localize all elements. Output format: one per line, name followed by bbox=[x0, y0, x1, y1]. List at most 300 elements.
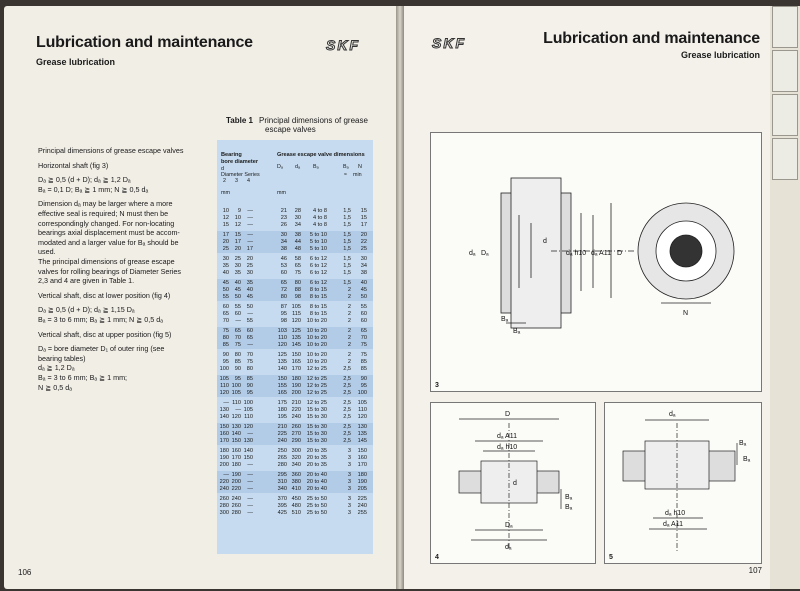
table-cell: 10 to 20 bbox=[306, 328, 327, 334]
table-cell: 190 bbox=[219, 454, 229, 461]
table-cell: 280 bbox=[219, 502, 229, 509]
table-cell: 80 bbox=[246, 365, 253, 372]
table-cell: 310 bbox=[277, 478, 287, 485]
table-cell: 2 bbox=[347, 304, 351, 310]
figure-3-drawing bbox=[431, 133, 761, 391]
table-cell: 100 bbox=[231, 382, 241, 389]
fig5-label-daA11: dₐ A11 bbox=[663, 521, 683, 528]
table-cell: 120 bbox=[243, 424, 253, 430]
table-cell: 135 bbox=[277, 358, 287, 365]
fig4-label-D: D bbox=[505, 411, 511, 418]
table-cell: 8 to 15 bbox=[309, 310, 327, 317]
table-cell: 95 bbox=[360, 382, 367, 389]
fig3-label-N: N bbox=[683, 310, 689, 317]
table-cell: 340 bbox=[291, 461, 301, 468]
page-number-right: 107 bbox=[748, 566, 762, 575]
table-cell: 65 bbox=[294, 262, 301, 269]
table-cell: 40 bbox=[246, 286, 253, 293]
table-cell: 150 bbox=[291, 352, 301, 358]
table-cell: 12 to 25 bbox=[306, 376, 327, 382]
table-cell: 135 bbox=[291, 334, 301, 341]
col-header-series-numbers: 2 3 4 bbox=[223, 178, 250, 184]
table-cell: 10 to 20 bbox=[306, 334, 327, 341]
table-cell: 160 bbox=[231, 448, 241, 454]
table-cell: 50 bbox=[246, 304, 253, 310]
table-cell: 140 bbox=[231, 430, 241, 437]
table-cell: 40 bbox=[222, 269, 229, 276]
table-cell: 95 bbox=[234, 376, 241, 382]
table-cell: 60 bbox=[360, 310, 367, 317]
fig4-label-db: dₐ bbox=[505, 544, 512, 551]
table-cell: 290 bbox=[291, 437, 301, 444]
table-cell: 85 bbox=[234, 358, 241, 365]
table-cell: 120 bbox=[357, 413, 367, 420]
table-cell: 12 to 25 bbox=[306, 400, 327, 406]
table-cell: 480 bbox=[291, 502, 301, 509]
table-cell: 295 bbox=[277, 472, 287, 478]
table-cell: 3 bbox=[347, 461, 351, 468]
fig5-label-Bb: Bₐ bbox=[739, 440, 747, 447]
table-caption-label: Table 1 bbox=[226, 116, 253, 125]
fig5-label-Ba: Bₐ bbox=[743, 456, 751, 463]
col-header-bearing: Bearing bbox=[221, 152, 242, 158]
body-text-line: The principal dimensions of grease escape bbox=[38, 257, 175, 266]
index-tabs bbox=[770, 6, 800, 589]
table-cell: 98 bbox=[294, 293, 301, 300]
table-cell: — bbox=[223, 472, 229, 478]
table-cell: 280 bbox=[277, 461, 287, 468]
table-cell: 3 bbox=[347, 454, 351, 461]
table-cell: 75 bbox=[360, 352, 367, 358]
table-cell: 80 bbox=[280, 293, 287, 300]
fig3-label-dah10: dₐ h10 bbox=[566, 250, 587, 257]
table-cell: 85 bbox=[360, 358, 367, 365]
table-cell: 15 to 30 bbox=[306, 437, 327, 444]
table-cell: 450 bbox=[291, 496, 301, 502]
body-text-line: dₐ ≧ 1,2 Dₐ bbox=[38, 363, 75, 373]
table-cell: 90 bbox=[246, 382, 253, 389]
table-cell: 1,5 bbox=[343, 245, 351, 252]
body-text-line: bearing tables) bbox=[38, 353, 86, 363]
table-cell: 80 bbox=[222, 334, 229, 341]
table-cell: — bbox=[247, 485, 253, 492]
table-cell: 425 bbox=[277, 509, 287, 516]
fig3-label-d: d bbox=[543, 238, 547, 245]
table-cell: 100 bbox=[219, 365, 229, 372]
table-cell: 255 bbox=[357, 509, 367, 516]
table-cell: 44 bbox=[294, 238, 301, 245]
body-text-line: Dₐ = bore diameter D₁ of outer ring (see bbox=[38, 344, 165, 354]
table-cell: 95 bbox=[246, 389, 253, 396]
table-cell: 110 bbox=[220, 382, 229, 389]
table-cell: 38 bbox=[360, 269, 367, 276]
table-caption-line-1: Principal dimensions of grease bbox=[258, 116, 368, 125]
body-text-line: modated and a larger value for Bₐ should be bbox=[38, 237, 179, 247]
table-cell: 12 to 25 bbox=[306, 389, 327, 396]
table-cell: 130 bbox=[357, 424, 367, 430]
table-cell: 60 bbox=[222, 304, 229, 310]
table-cell: 3 bbox=[347, 485, 351, 492]
table-cell: 30 bbox=[222, 256, 229, 262]
table-cell: 2 bbox=[347, 352, 351, 358]
table-cell: 3 bbox=[347, 448, 351, 454]
table-cell: 65 bbox=[222, 310, 229, 317]
table-cell: 34 bbox=[360, 262, 367, 269]
table-cell: 240 bbox=[277, 437, 287, 444]
figure-4-drawing bbox=[431, 403, 595, 563]
table-cell: 25 bbox=[234, 256, 241, 262]
table-cell: 35 bbox=[222, 262, 229, 269]
table-cell: 200 bbox=[291, 389, 301, 396]
table-cell: 15 bbox=[234, 232, 241, 238]
table-cell: 20 to 40 bbox=[306, 472, 327, 478]
table-cell: 75 bbox=[246, 358, 253, 365]
table-cell: 10 to 20 bbox=[306, 358, 327, 365]
table-cell: 90 bbox=[360, 376, 367, 382]
table-cell: 34 bbox=[280, 238, 287, 245]
table-cell: 15 to 30 bbox=[306, 424, 327, 430]
table-cell: 110 bbox=[244, 413, 253, 420]
table-cell: 240 bbox=[291, 413, 301, 420]
table-cell: 50 bbox=[222, 286, 229, 293]
table-cell: 85 bbox=[222, 341, 229, 348]
index-tab[interactable] bbox=[772, 50, 798, 92]
table-cell: 87 bbox=[280, 304, 287, 310]
body-text-line: Dₐ ≧ 0,5 (d + D); dₐ ≧ 1,15 Dₐ bbox=[38, 305, 135, 315]
table-cell: — bbox=[235, 406, 241, 413]
table-cell: 60 bbox=[246, 328, 253, 334]
table-cell: 55 bbox=[246, 317, 253, 324]
table-cell: 170 bbox=[219, 437, 229, 444]
table-cell: 10 to 20 bbox=[306, 341, 327, 348]
table-cell: 60 bbox=[234, 310, 241, 317]
table-cell: 28 bbox=[294, 208, 301, 214]
table-cell: 1,5 bbox=[343, 269, 351, 276]
page-subtitle-left: Grease lubrication bbox=[36, 57, 116, 67]
table-cell: 150 bbox=[243, 454, 253, 461]
index-tab[interactable] bbox=[772, 94, 798, 136]
table-cell: 72 bbox=[280, 286, 287, 293]
table-cell: 85 bbox=[360, 365, 367, 372]
table-cell: 180 bbox=[277, 406, 287, 413]
table-cell: 180 bbox=[291, 376, 301, 382]
table-cell: 2 bbox=[347, 328, 351, 334]
table-cell: 260 bbox=[291, 424, 301, 430]
table-cell: 205 bbox=[357, 485, 367, 492]
table-cell: 20 bbox=[234, 245, 241, 252]
table-cell: 170 bbox=[231, 454, 241, 461]
body-text-line: Dimension dₐ may be larger where a more bbox=[38, 199, 173, 209]
table-cell: 34 bbox=[294, 221, 301, 228]
table-cell: 280 bbox=[231, 509, 241, 516]
table-cell: 25 bbox=[360, 245, 367, 252]
table-cell: 220 bbox=[231, 485, 241, 492]
table-cell: 90 bbox=[234, 365, 241, 372]
table-cell: 2,5 bbox=[343, 413, 351, 420]
table-cell: 2 bbox=[347, 334, 351, 341]
table-cell: 30 bbox=[234, 262, 241, 269]
table-cell: 20 bbox=[246, 256, 253, 262]
table-cell: 20 bbox=[222, 238, 229, 245]
table-cell: 50 bbox=[360, 293, 367, 300]
table-cell: 210 bbox=[277, 424, 287, 430]
table-cell: 45 bbox=[360, 286, 367, 293]
table-cell: 3 bbox=[347, 509, 351, 516]
table-cell: 90 bbox=[222, 352, 229, 358]
body-text-line: Bₐ = 3 to 6 mm; Bₐ ≧ 1 mm; N ≧ 0,5 dₐ bbox=[38, 315, 163, 324]
table-cell: 10 bbox=[222, 208, 229, 214]
table-cell: 20 to 35 bbox=[306, 454, 327, 461]
table-cell: 105 bbox=[219, 376, 229, 382]
table-cell: 340 bbox=[277, 485, 287, 492]
table-cell: 225 bbox=[277, 430, 287, 437]
table-cell: 190 bbox=[291, 382, 301, 389]
table-cell: 200 bbox=[231, 478, 241, 485]
table-cell: 70 bbox=[360, 334, 367, 341]
table-cell: 50 bbox=[234, 293, 241, 300]
table-cell: 45 bbox=[234, 286, 241, 293]
table-cell: 75 bbox=[234, 341, 241, 348]
body-text-line: N ≧ 0,5 dₐ bbox=[38, 382, 72, 392]
table-cell: 2,5 bbox=[343, 382, 351, 389]
table-caption bbox=[226, 116, 368, 134]
table-cell: 300 bbox=[219, 509, 229, 516]
table-cell: 21 bbox=[280, 208, 287, 214]
left-page bbox=[4, 6, 396, 589]
table-cell: 15 bbox=[360, 208, 367, 214]
table-cell: 510 bbox=[291, 509, 301, 516]
table-cell: 95 bbox=[280, 310, 287, 317]
table-cell: 165 bbox=[277, 389, 287, 396]
table-cell: 140 bbox=[219, 413, 229, 420]
table-cell: 1,5 bbox=[343, 238, 351, 245]
table-cell: 65 bbox=[280, 280, 287, 286]
fig3-label-Ba: Bₐ bbox=[513, 328, 521, 335]
table-caption-line-2: escape valves bbox=[265, 125, 316, 134]
table-cell: 140 bbox=[277, 365, 287, 372]
table-cell: 1,5 bbox=[343, 280, 351, 286]
table-cell: 150 bbox=[357, 448, 367, 454]
fig3-label-Da: Dₐ bbox=[481, 250, 489, 257]
figure-4-number: 4 bbox=[435, 554, 439, 561]
fig3-label-da: dₐ bbox=[469, 250, 476, 257]
table-cell: — bbox=[247, 509, 253, 516]
col-header-series: Diameter Series bbox=[221, 172, 260, 178]
table-cell: 135 bbox=[357, 430, 367, 437]
book-spine bbox=[396, 6, 404, 589]
table-cell: 25 to 50 bbox=[306, 496, 327, 502]
table-cell: 145 bbox=[357, 437, 367, 444]
table-cell: 70 bbox=[234, 334, 241, 341]
table-cell: 55 bbox=[234, 304, 241, 310]
table-cell: 100 bbox=[243, 400, 253, 406]
table-cell: 25 bbox=[246, 262, 253, 269]
table-cell: — bbox=[247, 310, 253, 317]
table-cell: 35 bbox=[234, 269, 241, 276]
table-cell: 240 bbox=[231, 496, 241, 502]
index-tab[interactable] bbox=[772, 138, 798, 180]
table-cell: 1,5 bbox=[343, 232, 351, 238]
table-cell: 125 bbox=[291, 328, 301, 334]
table-cell: 4 to 8 bbox=[313, 221, 327, 228]
table-cell: 85 bbox=[246, 376, 253, 382]
table-cell: 105 bbox=[243, 406, 253, 413]
table-cell: 2 bbox=[347, 310, 351, 317]
table-cell: 65 bbox=[360, 328, 367, 334]
table-cell: 220 bbox=[291, 406, 301, 413]
table-cell: 1,5 bbox=[343, 262, 351, 269]
table-cell: 300 bbox=[291, 448, 301, 454]
table-cell: 2 bbox=[347, 358, 351, 365]
col-header-d: d bbox=[221, 166, 224, 172]
table-cell: 95 bbox=[222, 358, 229, 365]
table-cell: 5 to 10 bbox=[309, 232, 327, 238]
page-subtitle-right: Grease lubrication bbox=[680, 50, 760, 60]
table-cell: 120 bbox=[291, 317, 301, 324]
table-cell: 80 bbox=[294, 280, 301, 286]
table-cell: 98 bbox=[280, 317, 287, 324]
table-cell: — bbox=[247, 478, 253, 485]
fig4-label-Da: Dₐ bbox=[505, 522, 513, 529]
table-cell: 20 to 35 bbox=[306, 448, 327, 454]
dimensions-table bbox=[217, 140, 373, 554]
table-cell: 200 bbox=[219, 461, 229, 468]
table-cell: 180 bbox=[231, 461, 241, 468]
fig4-label-Bb: Bₐ bbox=[565, 494, 573, 501]
table-cell: 30 bbox=[246, 269, 253, 276]
table-cell: 260 bbox=[231, 502, 241, 509]
table-cell: 210 bbox=[291, 400, 301, 406]
table-cell: 180 bbox=[219, 448, 229, 454]
body-text-line: 2,3 and 4 are given in Table 1. bbox=[38, 276, 135, 286]
table-cell: 40 bbox=[234, 280, 241, 286]
table-cell: 2,5 bbox=[343, 437, 351, 444]
body-text-line: Vertical shaft, disc at upper position (fig 5) bbox=[38, 329, 172, 339]
table-cell: 130 bbox=[219, 406, 229, 413]
table-cell: 105 bbox=[231, 389, 241, 396]
table-cell: 12 to 25 bbox=[306, 365, 327, 372]
table-cell: 17 bbox=[234, 238, 241, 245]
table-cell: 45 bbox=[222, 280, 229, 286]
table-cell: 12 to 25 bbox=[306, 382, 327, 389]
table-cell: 170 bbox=[357, 461, 367, 468]
table-cell: 38 bbox=[294, 232, 301, 238]
table-cell: 17 bbox=[360, 221, 367, 228]
fig4-label-Ba: Bₐ bbox=[565, 504, 573, 511]
table-cell: 15 bbox=[360, 214, 367, 221]
index-tab[interactable] bbox=[772, 6, 798, 48]
col-label-min: ≈ min bbox=[344, 172, 362, 178]
table-cell: 150 bbox=[231, 437, 241, 444]
table-cell: 20 to 40 bbox=[306, 485, 327, 492]
fig3-label-D: D bbox=[617, 250, 623, 257]
table-cell: 6 to 12 bbox=[309, 256, 327, 262]
table-cell: 1,5 bbox=[343, 214, 351, 221]
page-number-left: 106 bbox=[18, 568, 32, 577]
table-cell: 65 bbox=[234, 328, 241, 334]
table-cell: 120 bbox=[231, 413, 241, 420]
table-cell: — bbox=[247, 472, 253, 478]
table-cell: 38 bbox=[280, 245, 287, 252]
fig3-label-daA11: dₐ A11 bbox=[591, 250, 611, 257]
table-cell: 120 bbox=[277, 341, 287, 348]
table-cell: 75 bbox=[360, 341, 367, 348]
unit-right: mm bbox=[277, 190, 286, 196]
table-cell: — bbox=[247, 232, 253, 238]
table-cell: 195 bbox=[277, 413, 287, 420]
table-cell: 2,5 bbox=[343, 400, 351, 406]
figure-5-drawing bbox=[605, 403, 761, 563]
table-cell: 88 bbox=[294, 286, 301, 293]
table-cell: 10 bbox=[234, 214, 241, 221]
table-cell: 30 bbox=[360, 256, 367, 262]
table-cell: 1,5 bbox=[343, 256, 351, 262]
body-text-line: bearings axial displacement must be accom- bbox=[38, 228, 180, 238]
body-text-line: Bₐ = 0,1 D; Bₐ ≧ 1 mm; N ≧ 0,5 dₐ bbox=[38, 184, 149, 194]
table-cell: 75 bbox=[222, 328, 229, 334]
table-cell: 15 to 30 bbox=[306, 430, 327, 437]
unit-left: mm bbox=[221, 190, 230, 196]
table-cell: 48 bbox=[294, 245, 301, 252]
fig5-label-db: dₐ bbox=[669, 411, 676, 418]
table-cell: 4 to 8 bbox=[313, 214, 327, 221]
table-cell: 3 bbox=[347, 478, 351, 485]
table-cell: 25 to 50 bbox=[306, 502, 327, 509]
table-cell: — bbox=[247, 341, 253, 348]
body-text-line: correspondingly changed. For non-locating bbox=[38, 218, 175, 228]
table-cell: 115 bbox=[292, 310, 301, 317]
table-cell: 2,5 bbox=[343, 365, 351, 372]
right-page bbox=[404, 6, 770, 589]
col-header-bore: bore diameter bbox=[221, 159, 258, 165]
body-text-line: Vertical shaft, disc at lower position (fig 4) bbox=[38, 290, 171, 300]
table-cell: 35 bbox=[246, 280, 253, 286]
table-cell: 30 bbox=[294, 214, 301, 221]
table-cell: 2 bbox=[347, 293, 351, 300]
col-label-Da: Dₐ bbox=[277, 164, 283, 170]
skf-logo-right: SKF bbox=[432, 35, 466, 51]
col-header-valve: Grease escape valve dimensions bbox=[277, 152, 365, 158]
table-cell: 180 bbox=[357, 472, 367, 478]
table-cell: — bbox=[247, 461, 253, 468]
table-cell: 3 bbox=[347, 502, 351, 509]
table-cell: 110 bbox=[278, 334, 287, 341]
table-cell: 2 bbox=[347, 286, 351, 293]
table-cell: 240 bbox=[219, 485, 229, 492]
table-cell: 6 to 12 bbox=[309, 262, 327, 269]
table-cell: 250 bbox=[277, 448, 287, 454]
table-cell: 25 bbox=[222, 245, 229, 252]
table-cell: 1,5 bbox=[343, 208, 351, 214]
table-cell: 30 bbox=[280, 232, 287, 238]
table-cell: 150 bbox=[219, 424, 229, 430]
table-cell: 3 bbox=[347, 472, 351, 478]
table-cell: 6 to 12 bbox=[309, 280, 327, 286]
table-cell: 2,5 bbox=[343, 389, 351, 396]
table-cell: 65 bbox=[246, 334, 253, 341]
table-cell: 265 bbox=[277, 454, 287, 461]
table-cell: — bbox=[247, 208, 253, 214]
table-cell: 17 bbox=[222, 232, 229, 238]
table-cell: 26 bbox=[280, 221, 287, 228]
table-cell: — bbox=[235, 317, 241, 324]
table-cell: 140 bbox=[243, 448, 253, 454]
table-cell: 2 bbox=[347, 341, 351, 348]
table-cell: 2,5 bbox=[343, 430, 351, 437]
table-cell: 370 bbox=[277, 496, 287, 502]
table-cell: 70 bbox=[246, 352, 253, 358]
body-text-line: Bₐ = 3 to 6 mm; Bₐ ≧ 1 mm; bbox=[38, 373, 128, 382]
